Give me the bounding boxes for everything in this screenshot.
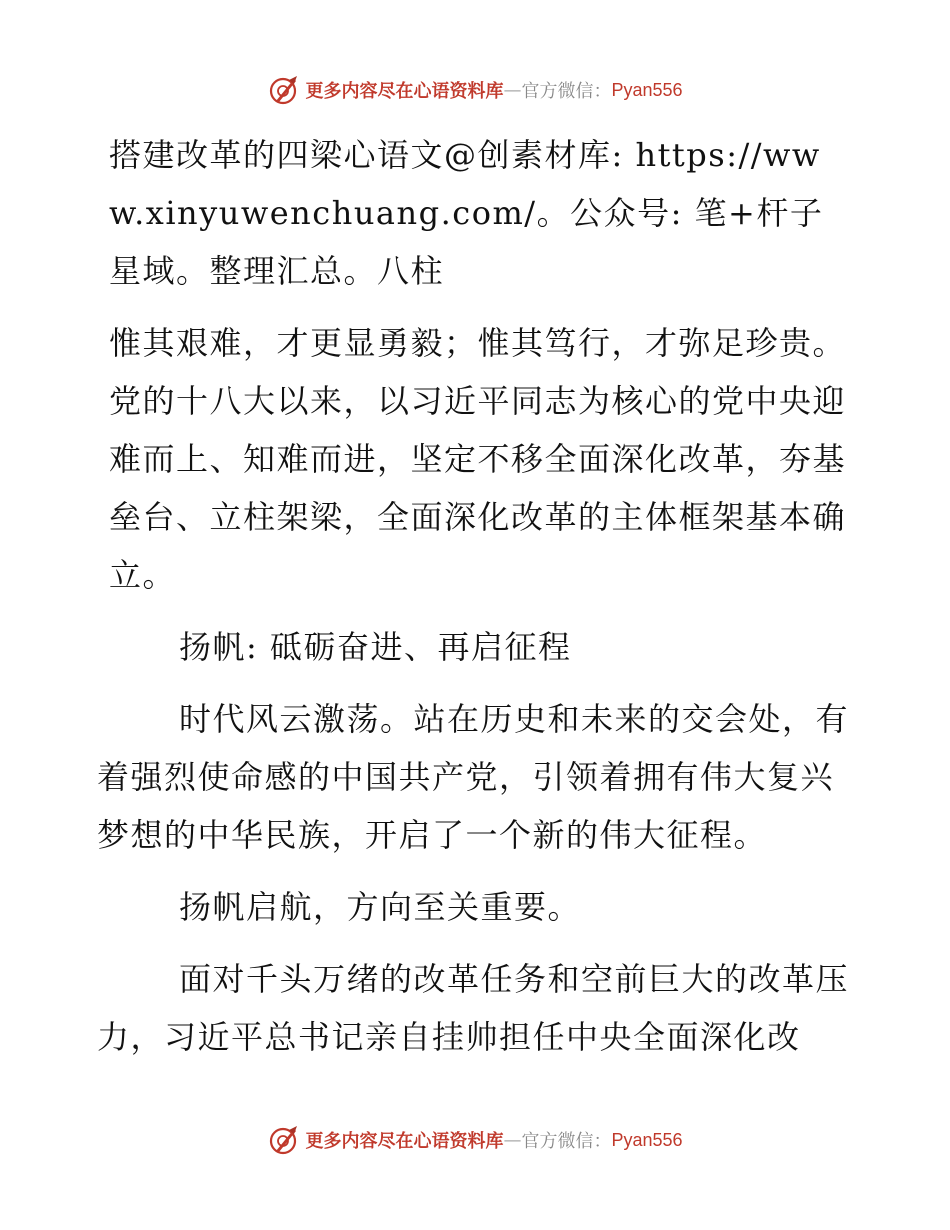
footer-brand-text: 更多内容尽在心语资料库	[305, 1131, 504, 1152]
body-paragraph: 面对千头万绪的改革任务和空前巨大的改革压力，习近平总书记亲自挂帅担任中央全面深化改	[97, 960, 850, 1056]
header-banner	[0, 70, 950, 110]
body-paragraph: 扬帆启航，方向至关重要。	[179, 888, 582, 926]
section-heading: 扬帆: 砥砺奋进、再启征程	[179, 628, 572, 666]
body-paragraph: 搭建改革的四梁心语文@创素材库: https://www.xinyuwenchuang.com/。公众号: 笔+杆子星域。整理汇总。八柱	[109, 136, 824, 290]
quill-circle-logo-icon	[267, 1124, 299, 1156]
footer-separator: —	[503, 1129, 522, 1151]
header-separator: —	[503, 79, 522, 101]
header-brand-text: 更多内容尽在心语资料库	[305, 81, 504, 102]
footer-banner	[0, 1120, 950, 1160]
body-paragraph: 惟其艰难，才更显勇毅；惟其笃行，才弥足珍贵。党的十八大以来，以习近平同志为核心的党中央迎难而上、知难而进，坚定不移全面深化改革，夯基垒台、立柱架梁，全面深化改革的主体框架基本确立。	[109, 324, 847, 594]
document-body	[97, 126, 853, 1066]
footer-wechat-handle: Pyan556	[611, 1129, 683, 1150]
header-wechat-handle: Pyan556	[611, 79, 683, 100]
body-paragraph: 时代风云激荡。站在历史和未来的交会处，有着强烈使命感的中国共产党，引领着拥有伟大复兴梦想的中华民族，开启了一个新的伟大征程。	[97, 700, 850, 854]
header-official-label: 官方微信：	[521, 81, 612, 102]
quill-circle-logo-icon	[267, 74, 299, 106]
footer-official-label: 官方微信：	[521, 1131, 612, 1152]
